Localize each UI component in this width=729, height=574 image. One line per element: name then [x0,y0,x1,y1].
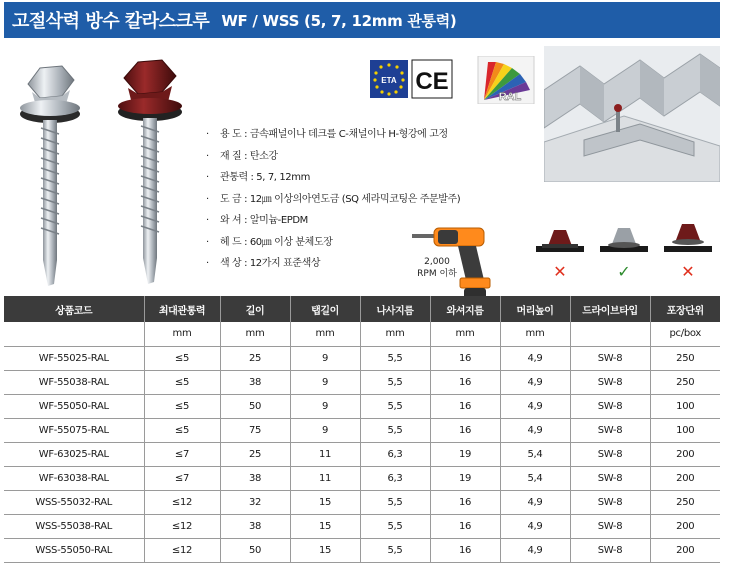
table-cell: 16 [430,394,500,418]
table-cell: 75 [220,418,290,442]
table-cell: 5,4 [500,466,570,490]
unit-row [4,322,720,346]
table-cell: ≤7 [144,442,220,466]
table-cell: 4,9 [500,346,570,370]
table-cell: 32 [220,490,290,514]
red-screw-icon [118,60,182,284]
unit-cell: mm [360,322,430,346]
table-row [4,538,720,562]
table-cell: 4,9 [500,418,570,442]
unit-cell: pc/box [650,322,720,346]
eta-badge-icon [370,60,408,98]
table-cell: 16 [430,370,500,394]
product-code-cell: WF-63038-RAL [4,466,144,490]
table-cell: SW-8 [570,442,650,466]
table-cell: 100 [650,394,720,418]
table-cell: 200 [650,514,720,538]
table-cell: SW-8 [570,466,650,490]
table-cell: 16 [430,490,500,514]
table-header-row [4,296,720,322]
product-code-cell: WSS-55050-RAL [4,538,144,562]
correct-screw-icon [600,228,648,252]
table-cell: 38 [220,514,290,538]
table-cell: 50 [220,538,290,562]
ral-color-fan-icon [478,56,534,104]
table-cell: 16 [430,538,500,562]
table-cell: 5,5 [360,346,430,370]
table-cell: 5,5 [360,418,430,442]
silver-screw-icon [20,66,80,286]
spec-item: · 도 금 : 12㎛ 이상의아연도금 (SQ 세라믹코팅은 주문발주) [206,193,461,205]
table-cell: SW-8 [570,514,650,538]
table-cell: 11 [290,466,360,490]
table-row [4,490,720,514]
unit-cell [4,322,144,346]
table-cell: 5,4 [500,442,570,466]
table-cell: SW-8 [570,538,650,562]
product-code-cell: WF-55038-RAL [4,370,144,394]
table-cell: 4,9 [500,538,570,562]
table-cell: 250 [650,370,720,394]
title-bar [4,2,720,38]
unit-cell: mm [430,322,500,346]
spec-item: · 재 질 : 탄소강 [206,150,278,162]
table-cell: 16 [430,514,500,538]
product-code-cell: WSS-55032-RAL [4,490,144,514]
table-cell: ≤5 [144,394,220,418]
table-cell: 200 [650,466,720,490]
over-tightened-screw-icon [536,230,584,252]
table-row [4,346,720,370]
ral-label: RAL [498,91,522,103]
spec-item: · 헤 드 : 60㎛ 이상 분체도장 [206,236,333,248]
table-cell: 200 [650,538,720,562]
table-row [4,442,720,466]
drill-speed-unit: RPM 이하 [417,269,457,279]
table-row [4,466,720,490]
table-cell: 5,5 [360,370,430,394]
unit-cell: mm [500,322,570,346]
column-header: 포장단위 [650,296,720,322]
table-cell: 250 [650,490,720,514]
column-header: 탭길이 [290,296,360,322]
table-cell: 9 [290,346,360,370]
table-cell: 50 [220,394,290,418]
page-title: 고절삭력 방수 칼라스크루 [12,11,210,32]
unit-cell [570,322,650,346]
good-mark-icon: ✓ [617,262,631,281]
spec-item: · 와 셔 : 알미늄-EPDM [206,215,308,226]
table-row [4,394,720,418]
table-row [4,514,720,538]
table-cell: 38 [220,466,290,490]
table-cell: 25 [220,442,290,466]
table-cell: ≤7 [144,466,220,490]
table-row [4,418,720,442]
column-header: 최대관통력 [144,296,220,322]
product-code-cell: WF-63025-RAL [4,442,144,466]
spec-item: · 관통력 : 5, 7, 12mm [206,172,310,183]
table-cell: 15 [290,538,360,562]
unit-cell: mm [220,322,290,346]
product-code-cell: WF-55050-RAL [4,394,144,418]
eta-label: ETA [381,76,397,85]
table-cell: 9 [290,370,360,394]
column-header: 상품코드 [4,296,144,322]
table-cell: 5,5 [360,538,430,562]
ce-mark-icon [412,60,452,98]
table-cell: ≤12 [144,538,220,562]
table-cell: 38 [220,370,290,394]
bad-mark-icon: ✕ [681,262,695,281]
table-cell: SW-8 [570,394,650,418]
ce-label: CE [415,68,449,95]
product-code-cell: WF-55075-RAL [4,418,144,442]
product-photo [10,48,210,298]
install-marks [532,262,722,282]
table-cell: 9 [290,418,360,442]
table-cell: 16 [430,418,500,442]
table-cell: 5,5 [360,490,430,514]
table-cell: 5,5 [360,514,430,538]
table-cell: 4,9 [500,490,570,514]
table-cell: ≤12 [144,490,220,514]
table-cell: 19 [430,466,500,490]
spec-item: · 용 도 : 금속패널이나 데크를 C-채널이나 H-형강에 고정 [206,129,448,140]
table-cell: 4,9 [500,394,570,418]
table-cell: ≤5 [144,370,220,394]
table-row [4,370,720,394]
under-tightened-screw-icon [664,224,712,252]
table-cell: 4,9 [500,370,570,394]
column-header: 머리높이 [500,296,570,322]
table-cell: SW-8 [570,346,650,370]
table-cell: ≤12 [144,514,220,538]
table-cell: 6,3 [360,442,430,466]
unit-cell: mm [290,322,360,346]
table-cell: 6,3 [360,466,430,490]
table-cell: 250 [650,346,720,370]
column-header: 드라이브타입 [570,296,650,322]
table-cell: 9 [290,394,360,418]
table-cell: SW-8 [570,490,650,514]
table-cell: ≤5 [144,418,220,442]
column-header: 나사지름 [360,296,430,322]
table-cell: 16 [430,346,500,370]
bad-mark-icon: ✕ [553,262,567,281]
certification-badges [368,56,538,104]
column-header: 와셔지름 [430,296,500,322]
product-code-cell: WF-55025-RAL [4,346,144,370]
drill-speed-value: 2,000 [424,257,450,267]
table-cell: 100 [650,418,720,442]
table-cell: SW-8 [570,418,650,442]
table-cell: 4,9 [500,514,570,538]
table-cell: 11 [290,442,360,466]
column-header: 길이 [220,296,290,322]
table-cell: ≤5 [144,346,220,370]
roof-panel-diagram [544,46,720,182]
table-cell: 15 [290,514,360,538]
drill-speed-caption [402,256,472,280]
unit-cell: mm [144,322,220,346]
table-cell: 19 [430,442,500,466]
table-cell: SW-8 [570,370,650,394]
table-cell: 15 [290,490,360,514]
spec-table [4,296,720,563]
table-cell: 5,5 [360,394,430,418]
page-subtitle: WF / WSS (5, 7, 12mm 관통력) [221,11,457,30]
table-cell: 25 [220,346,290,370]
product-code-cell: WSS-55038-RAL [4,514,144,538]
table-cell: 200 [650,442,720,466]
spec-item: · 색 상 : 12가지 표준색상 [206,258,321,269]
